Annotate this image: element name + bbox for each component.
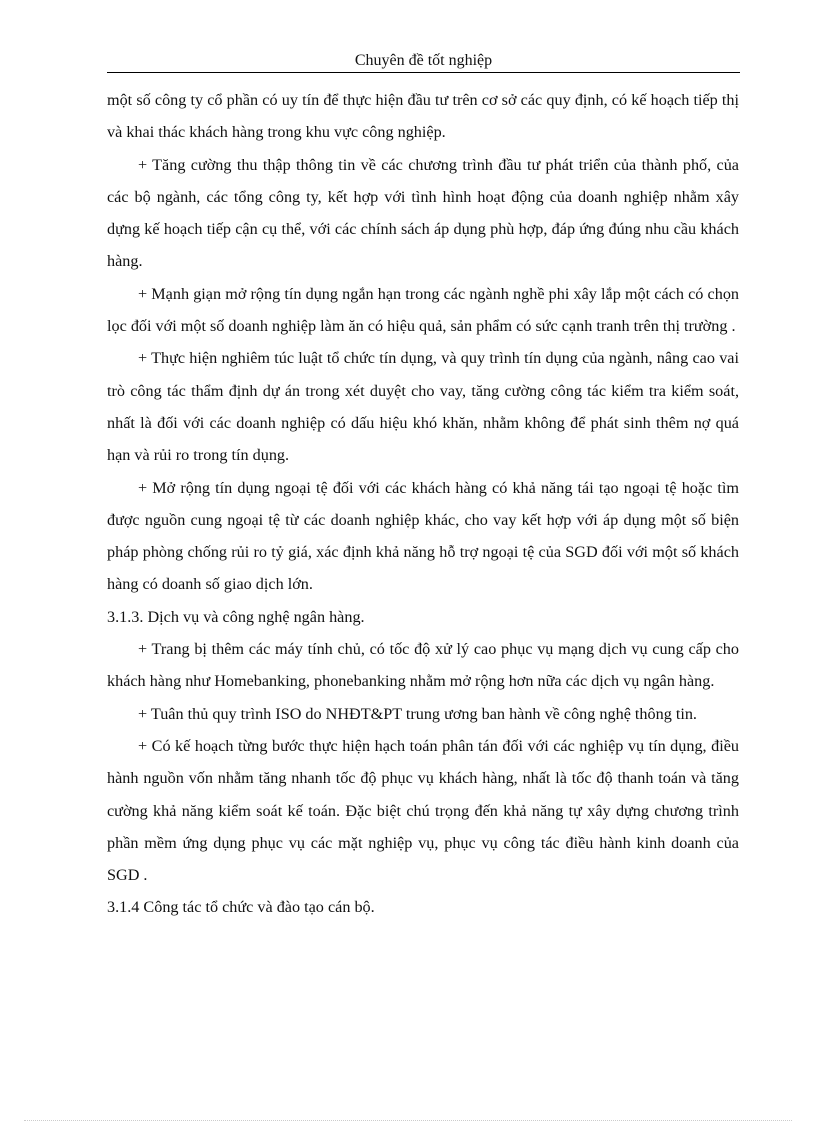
- paragraph-bullet-distributed-accounting: + Có kế hoạch từng bước thực hiện hạch toán phân tán đối với các nghiệp vụ tín dụng, điều hành nguồn vốn nhằm tăng nhanh tốc độ phục vụ khách hàng, nhất là tốc độ thanh toán và tăng cường khả năng kiểm soát kế toán. Đặc biệt chú trọng đến khả năng tự xây dựng chương trình phần mềm ứng dụng phục vụ các mặt nghiệp vụ, phục vụ công tác điều hành kinh doanh của SGD .: [107, 736, 739, 885]
- paragraph-bullet-iso: + Tuân thủ quy trình ISO do NHĐT&PT trung ương ban hành về công nghệ thông tin.: [138, 704, 697, 723]
- document-body: [107, 84, 739, 924]
- paragraph-bullet-short-term-credit: + Mạnh giạn mở rộng tín dụng ngắn hạn trong các ngành nghề phi xây lắp một cách có chọn lọc đối với một số doanh nghiệp làm ăn có hiệu quả, sản phẩm có sức cạnh tranh trên thị trường .: [107, 284, 739, 336]
- paragraph-bullet-info-gathering: + Tăng cường thu thập thông tin về các chương trình đầu tư phát triển của thành phố, của các bộ ngành, các tổng công ty, kết hợp với tình hình hoạt động của doanh nghiệp nhằm xây dựng kế hoạch tiếp cận cụ thể, với các chính sách áp dụng phù hợp, đáp ứng đúng nhu cầu khách hàng.: [107, 155, 739, 271]
- page-bottom-divider: [24, 1120, 792, 1121]
- header-divider: [107, 72, 740, 73]
- section-heading-3-1-4: 3.1.4 Công tác tổ chức và đào tạo cán bộ.: [107, 898, 375, 917]
- paragraph-bullet-foreign-currency: + Mở rộng tín dụng ngoại tệ đối với các khách hàng có khả năng tái tạo ngoại tệ hoặc tìm được nguồn cung ngoại tệ từ các doanh nghiệp khác, cho vay kết hợp với áp dụng một số biện pháp phòng chống rủi ro tỷ giá, xác định khả năng hỗ trợ ngoại tệ của SGD đối với một số khách hàng có doanh số giao dịch lớn.: [107, 478, 739, 594]
- page-header-title: Chuyên đề tốt nghiệp: [354, 52, 493, 69]
- paragraph-continuation: một số công ty cổ phần có uy tín để thực hiện đầu tư trên cơ sở các quy định, có kế hoạch tiếp thị và khai thác khách hàng trong khu vực công nghiệp.: [107, 91, 739, 142]
- paragraph-bullet-credit-law: + Thực hiện nghiêm túc luật tổ chức tín dụng, và quy trình tín dụng của ngành, nâng cao vai trò công tác thẩm định dự án trong xét duyệt cho vay, tăng cường công tác kiểm tra kiểm soát, nhất là đối với các doanh nghiệp có dấu hiệu khó khăn, nhằm không để phát sinh thêm nợ quá hạn và rủi ro trong tín dụng.: [107, 349, 739, 465]
- section-heading-3-1-3: 3.1.3. Dịch vụ và công nghệ ngân hàng.: [107, 607, 365, 626]
- paragraph-bullet-servers: + Trang bị thêm các máy tính chủ, có tốc độ xử lý cao phục vụ mạng dịch vụ cung cấp cho khách hàng như Homebanking, phonebanking nhằm mở rộng hơn nữa các dịch vụ ngân hàng.: [107, 640, 739, 691]
